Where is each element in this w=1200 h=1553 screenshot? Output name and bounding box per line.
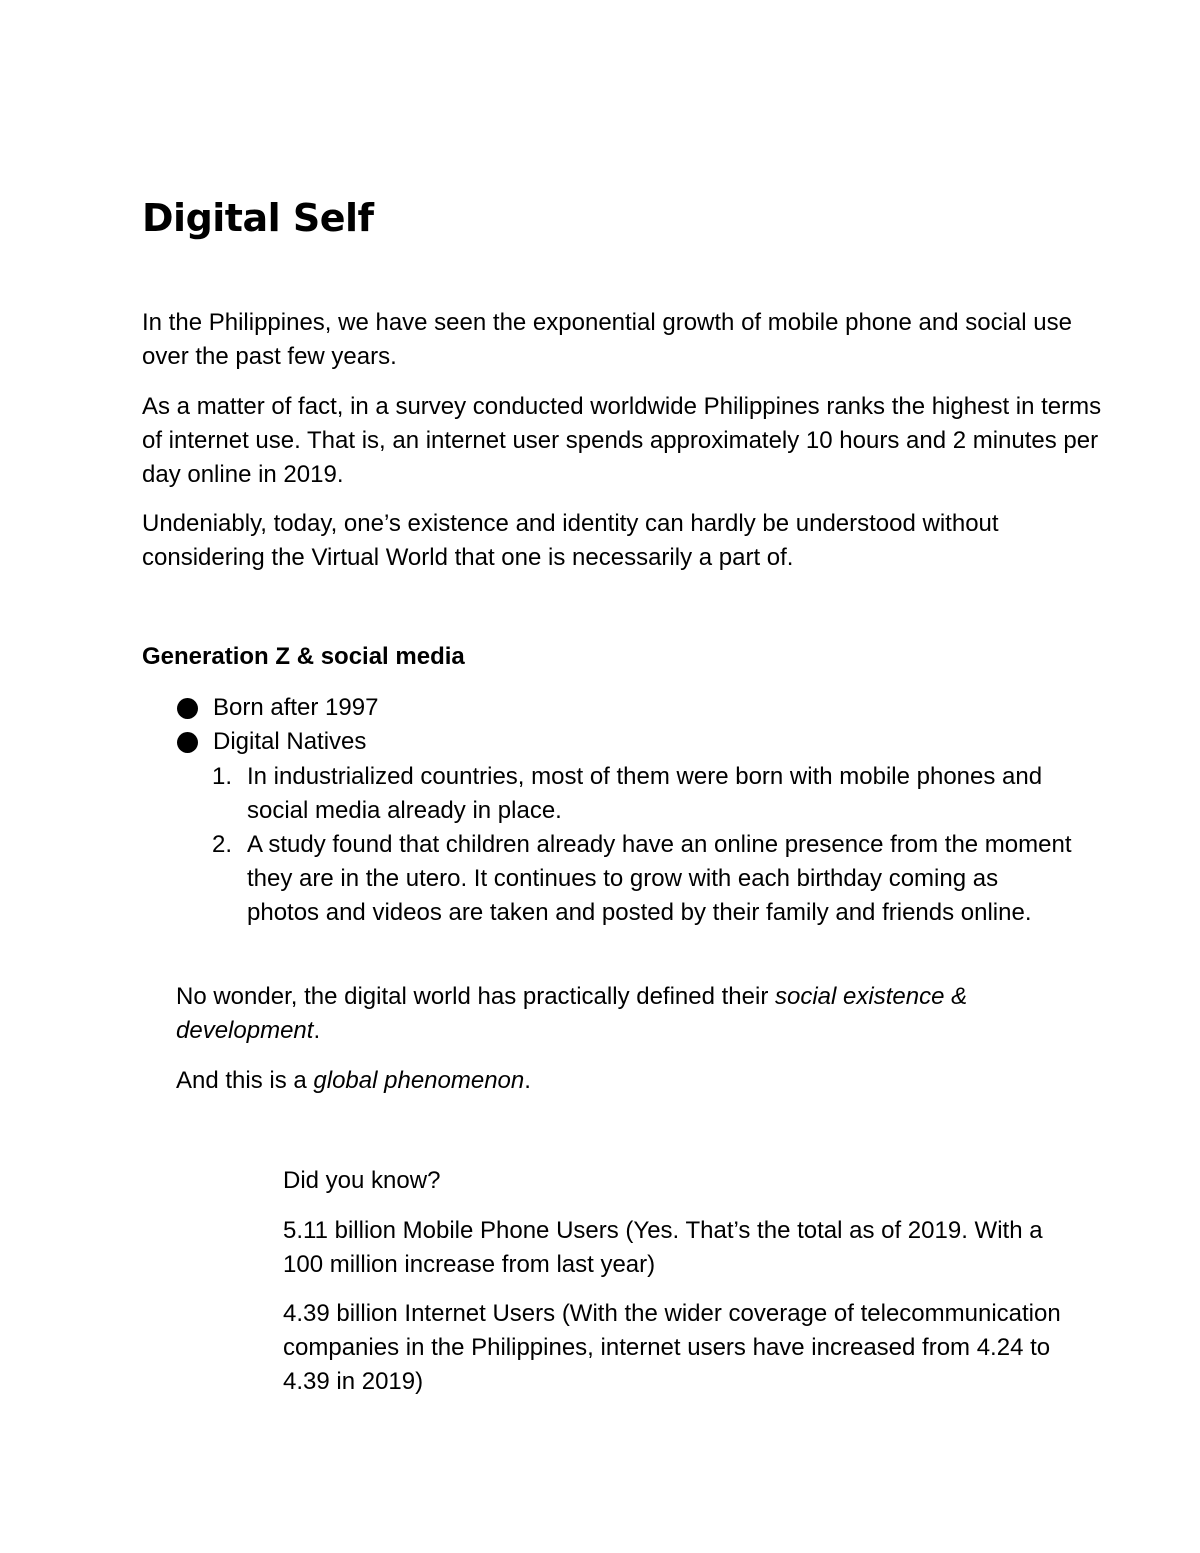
bullet-item [176,691,1076,725]
section-heading: Generation Z & social media [142,643,465,670]
numbered-list [212,760,1072,930]
bullet-item [176,725,1076,759]
closing-text: And this is a [176,1067,314,1094]
bullet-dot-icon [177,698,198,719]
list-number: 1. [212,763,233,790]
intro-paragraph-1: In the Philippines, we have seen the exponential growth of mobile phone and social use over the past few years. [142,309,1072,370]
did-you-know-fact-2: 4.39 billion Internet Users (With the wider coverage of telecommunication companies in the Philippines, internet users have increased from 4.24 to 4.39 in 2019) [283,1300,1061,1395]
numbered-text: A study found that children already have an online presence from the moment they are in the utero. It continues to grow with each birthday coming as photos and videos are taken and posted by their family and friends online. [247,831,1072,926]
conclusion-paragraph [176,980,1076,1048]
closing-emphasis: global phenomenon [313,1067,525,1094]
list-number: 2. [212,831,233,858]
conclusion-end: . [313,1017,321,1044]
conclusion-emphasis: social existence & development [176,983,968,1044]
closing-end: . [524,1067,531,1094]
numbered-text: In industrialized countries, most of them were born with mobile phones and social media already in place. [247,763,1043,824]
bullet-text: Born after 1997 [213,694,379,721]
bullet-list [176,691,1076,759]
numbered-item [212,760,1072,828]
intro-paragraph-3: Undeniably, today, one’s existence and identity can hardly be understood without considering the Virtual World that one is necessarily a part of. [142,510,999,571]
conclusion-text: No wonder, the digital world has practically defined their [176,983,775,1010]
numbered-item [212,828,1072,930]
did-you-know-heading: Did you know? [283,1167,441,1194]
bullet-dot-icon [177,732,198,753]
page-title: Digital Self [142,196,374,240]
did-you-know-fact-1: 5.11 billion Mobile Phone Users (Yes. That’s the total as of 2019. With a 100 million increase from last year) [283,1217,1043,1278]
closing-paragraph [176,1064,1076,1098]
intro-paragraph-2: As a matter of fact, in a survey conducted worldwide Philippines ranks the highest in terms of internet use. That is, an internet user spends approximately 10 hours and 2 minutes per day online in 2019. [142,393,1102,488]
bullet-text: Digital Natives [213,728,367,755]
